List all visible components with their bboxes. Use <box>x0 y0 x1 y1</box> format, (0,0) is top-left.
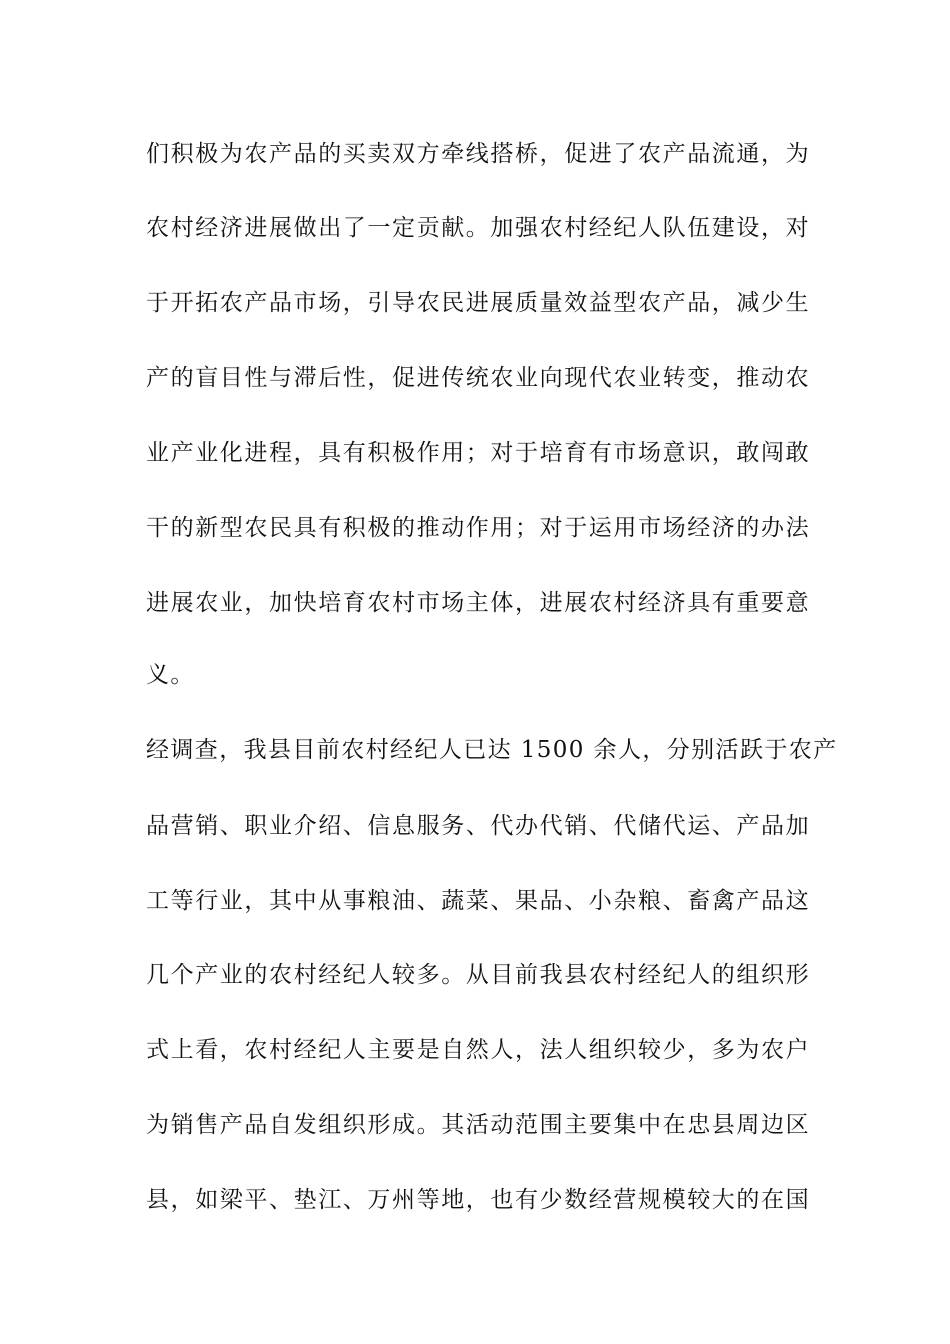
text-line: 于开拓农产品市场，引导农民进展质量效益型农产品，减少生 <box>146 290 810 316</box>
text-line: 业产业化进程，具有积极作用；对于培育有市场意识，敢闯敢 <box>146 440 810 466</box>
text-line: 农村经济进展做出了一定贡献。加强农村经纪人队伍建设，对 <box>146 215 810 241</box>
text-line: 进展农业，加快培育农村市场主体，进展农村经济具有重要意 <box>146 590 810 616</box>
text-line: 式上看，农村经纪人主要是自然人，法人组织较少，多为农户 <box>146 1037 810 1063</box>
text-line: 产的盲目性与滞后性，促进传统农业向现代农业转变，推动农 <box>146 365 810 391</box>
text-line: 工等行业，其中从事粮油、蔬菜、果品、小杂粮、畜禽产品这 <box>146 888 810 914</box>
text-line: 义。 <box>146 662 195 688</box>
text-line: 干的新型农民具有积极的推动作用；对于运用市场经济的办法 <box>146 515 810 541</box>
text-line: 为销售产品自发组织形成。其活动范围主要集中在忠县周边区 <box>146 1112 810 1138</box>
text-line: 县，如梁平、垫江、万州等地，也有少数经营规模较大的在国 <box>146 1187 810 1213</box>
text-line: 经调查，我县目前农村经纪人已达 1500 余人，分别活跃于农产 <box>146 737 838 763</box>
text-line: 几个产业的农村经纪人较多。从目前我县农村经纪人的组织形 <box>146 962 810 988</box>
text-line: 们积极为农产品的买卖双方牵线搭桥，促进了农产品流通，为 <box>146 141 810 167</box>
text-line: 品营销、职业介绍、信息服务、代办代销、代储代运、产品加 <box>146 813 810 839</box>
